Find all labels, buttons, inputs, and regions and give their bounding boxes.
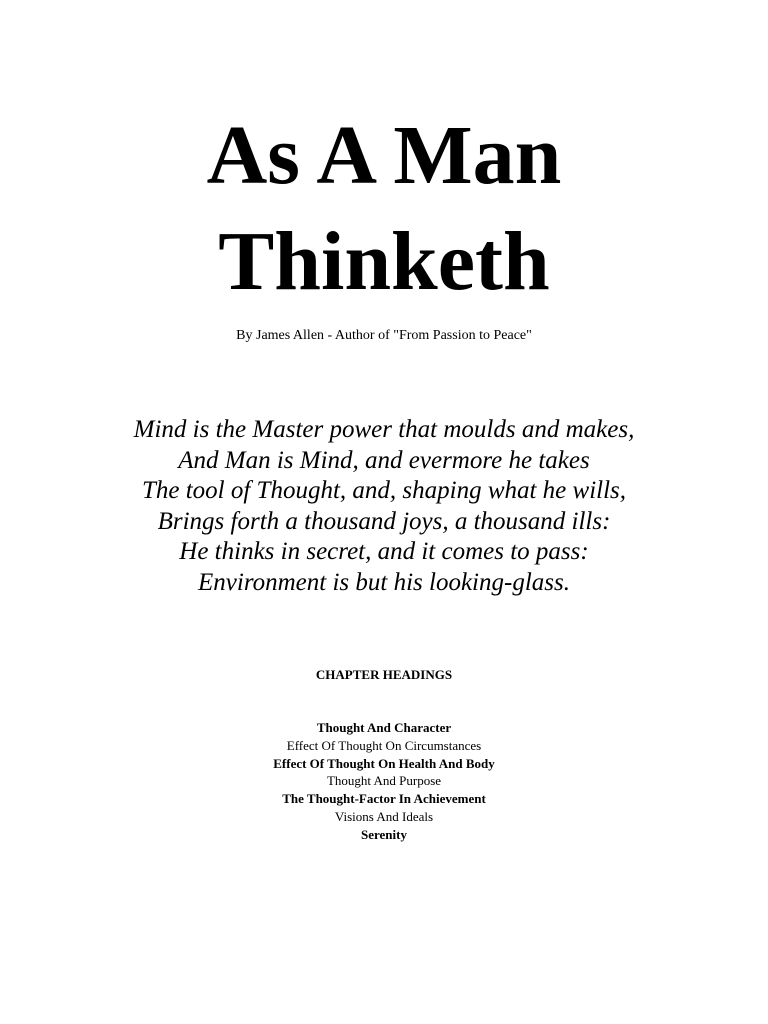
- author-byline: By James Allen - Author of "From Passion to Peace": [236, 328, 532, 343]
- poem-line: Mind is the Master power that moulds and makes,: [133, 416, 635, 443]
- chapter-item: Thought And Purpose: [326, 773, 442, 789]
- epigraph-poem: [0, 415, 768, 598]
- chapter-item: The Thought-Factor In Achievement: [282, 791, 486, 807]
- chapter-item: Effect Of Thought On Health And Body: [273, 755, 495, 771]
- poem-line: The tool of Thought, and, shaping what he wills,: [141, 477, 627, 504]
- chapter-item: Visions And Ideals: [334, 808, 434, 824]
- chapter-item: Thought And Character: [316, 720, 452, 735]
- title-line: As A Man: [206, 109, 562, 202]
- title-line: Thinketh: [218, 215, 550, 308]
- chapter-list: [0, 719, 768, 844]
- chapter-item: Effect Of Thought On Circumstances: [286, 737, 482, 753]
- poem-line: And Man is Mind, and evermore he takes: [178, 446, 590, 474]
- chapter-item: Serenity: [361, 826, 407, 842]
- book-title: [0, 103, 768, 315]
- poem-line: Environment is but his looking-glass.: [198, 568, 570, 596]
- chapter-headings-label: CHAPTER HEADINGS: [315, 667, 453, 682]
- poem-line: Brings forth a thousand joys, a thousand ills:: [157, 507, 611, 535]
- poem-line: He thinks in secret, and it comes to pass:: [179, 538, 589, 565]
